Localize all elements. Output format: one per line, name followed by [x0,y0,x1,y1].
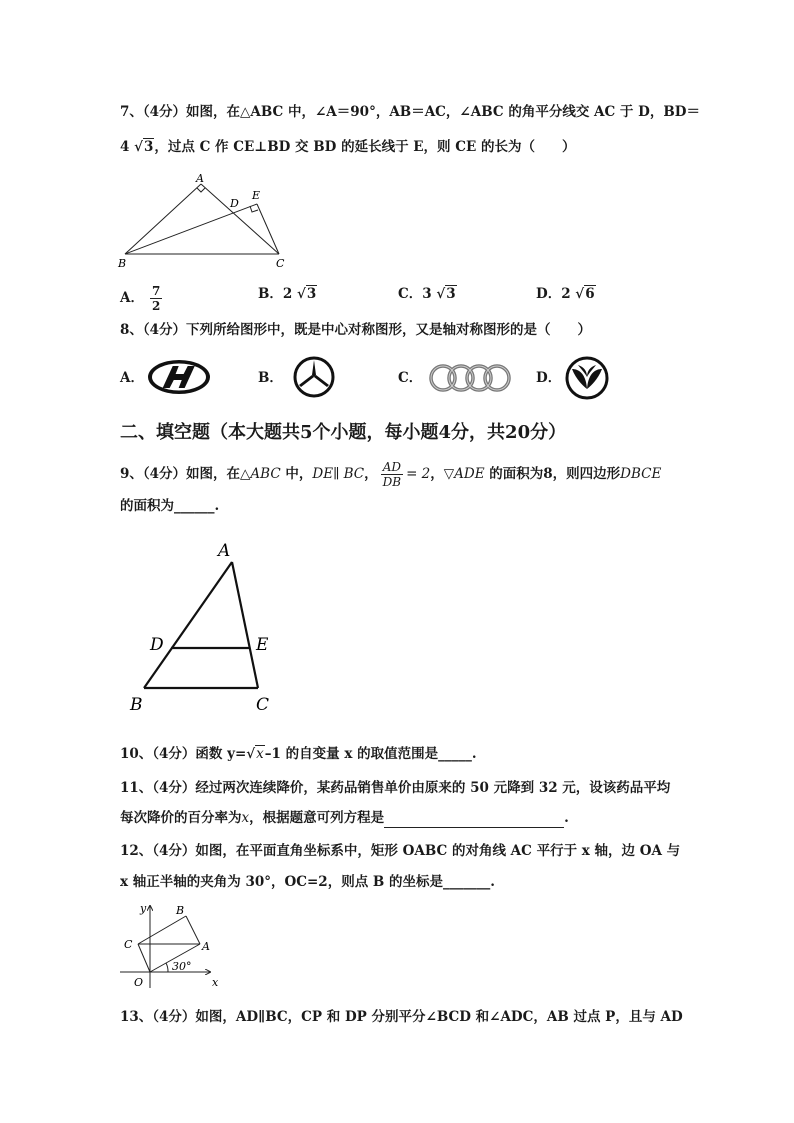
q7-option-c[interactable]: C．3 √3 [398,286,456,302]
q7-option-b[interactable]: B．2 √3 [258,286,317,302]
section-2-title: 二、填空题（本大题共5个小题，每小题4分，共20分） [120,422,567,443]
q7-line2: 4 √3，过点 C 作 CE⊥BD 交 BD 的延长线于 E，则 CE 的长为（ ） [120,139,576,155]
q7-option-c-label: C．3 [398,286,432,302]
q9-mid2: ， [364,466,378,482]
q7-line2-rest: ，过点 C 作 CE⊥BD 交 BD 的延长线于 E，则 CE 的长为（ ） [154,139,576,155]
q12-label-b: B [176,904,185,917]
q7-option-d-label: D．2 [536,286,571,302]
q11-line2-pre: 每次降价的百分率为 [120,810,242,826]
q10-text: 10、（4分）函数 y=√x–1 的自变量 x 的取值范围是_____. [120,746,477,762]
q8-option-a-label[interactable]: A． [120,370,144,386]
q7-option-a-num: 7 [151,284,161,298]
q12-label-a: A [202,940,210,953]
q9-label-b: B [130,695,143,715]
q10-radicand: x [256,746,264,762]
q9-fraction-num: AD [381,460,403,475]
q11-line2-end: . [564,810,569,826]
q11-answer-blank[interactable] [384,811,564,828]
q11-variable-x: x [241,810,250,826]
q7-option-a[interactable] [120,284,162,313]
q7-option-a-fraction [150,284,162,313]
q7-option-c-radicand: 3 [446,286,456,302]
q8-option-d-label[interactable]: D． [536,370,562,386]
q11-line2-post: ，根据题意可列方程是 [249,810,385,826]
q9-line2: 的面积为______. [120,498,220,514]
dongfeng-logo-icon[interactable] [564,355,610,401]
q7-triangle-figure [112,168,302,272]
q7-option-a-label: A． [120,290,144,306]
q11-line1: 11、（4分）经过两次连续降价，某药品销售单价由原来的 50 元降到 32 元，设该药品平均 [120,780,671,796]
q9-label-d: D [150,635,164,655]
q12-coordinate-figure [116,900,220,992]
q9-mid3: ， [430,466,444,482]
q7-line2-radicand: 3 [143,139,154,155]
audi-rings-logo-icon[interactable] [426,362,516,394]
q9-triangle-figure [126,538,276,718]
q12-label-y: y [140,902,147,915]
q9-triangle: △ABC [240,466,281,482]
q7-label-d: D [230,197,239,210]
q12-line1: 12、（4分）如图，在平面直角坐标系中，矩形 OABC 的对角线 AC 平行于 x 轴，边 OA 与 [120,843,681,859]
q7-line2-num: 4 [120,139,130,155]
hyundai-logo-icon[interactable] [146,357,212,397]
q8-option-b-label[interactable]: B． [258,370,283,386]
q7-label-a: A [196,172,204,185]
q9-triangle-ade: ▽ADE [443,466,485,482]
q9-label-e: E [256,635,269,655]
q7-option-d[interactable]: D．2 √6 [536,286,595,302]
q9-quadrilateral: DBCE [620,466,662,482]
q7-label-e: E [252,189,261,202]
q12-label-c: C [124,938,133,951]
q9-mid1: 中， [280,466,313,482]
q7-option-a-den: 2 [151,299,161,313]
q11-line2 [120,808,569,828]
q7-label-b: B [118,257,127,270]
q12-line2: x 轴正半轴的夹角为 30°，OC=2，则点 B 的坐标是_______. [120,874,495,890]
mercedes-logo-icon[interactable] [292,355,336,399]
q9-mid4: 的面积为8，则四边形 [484,466,621,482]
q9-prefix: 9、（4分）如图，在 [120,466,241,482]
q9-label-c: C [256,695,270,715]
q7-option-b-radicand: 3 [306,286,317,302]
q7-line1: 7、（4分）如图，在△ABC 中，∠A＝90°，AB＝AC，∠ABC 的角平分线交 AC 于 D，BD＝ [120,104,700,120]
q9-fraction-eq: = 2 [406,466,431,482]
q9-parallel: DE∥ BC [312,466,365,482]
q12-label-x: x [212,976,219,989]
q10-post: –1 的自变量 x 的取值范围是_____. [264,746,477,762]
q12-angle-label: 30° [172,960,192,973]
q7-label-c: C [276,257,285,270]
q8-option-c-label[interactable]: C． [398,370,423,386]
q9-fraction [381,460,403,489]
q9-fraction-den: DB [382,475,402,489]
q9-line1 [120,460,661,489]
q13-line1: 13、（4分）如图，AD∥BC，CP 和 DP 分别平分∠BCD 和∠ADC，AB 过点 P，且与 AD [120,1009,683,1025]
q10-pre: 10、（4分）函数 y= [120,746,247,762]
q7-option-d-radicand: 6 [585,286,595,302]
q12-label-o: O [134,976,144,989]
q8-text: 8、（4分）下列所给图形中，既是中心对称图形，又是轴对称图形的是（ ） [120,322,592,338]
q7-option-b-label: B．2 [258,286,293,302]
q9-label-a: A [218,541,231,561]
